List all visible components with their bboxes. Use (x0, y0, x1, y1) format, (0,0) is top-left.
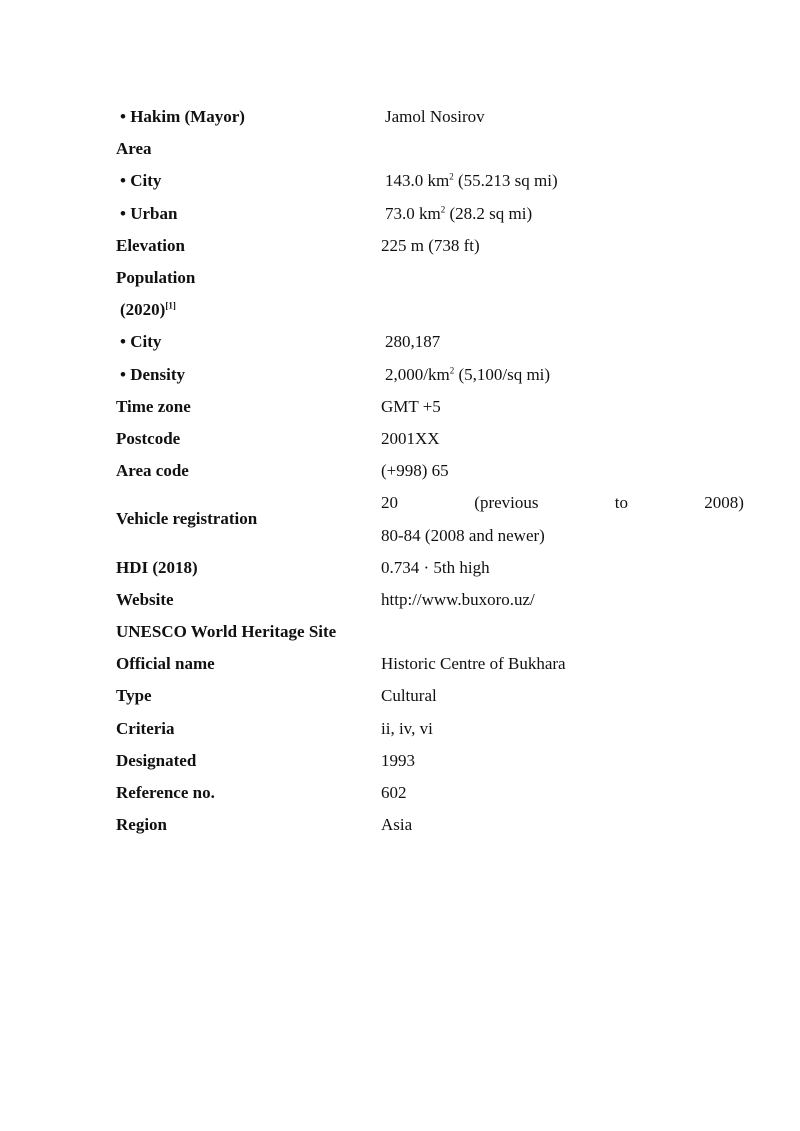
label-reference: Reference no. (116, 783, 215, 803)
label-time-zone: Time zone (116, 396, 191, 416)
vehicle-word: to (614, 493, 629, 513)
area-city-rest: (55.213 sq mi) (453, 171, 558, 191)
label-postcode: Postcode (116, 428, 181, 448)
row-hakim (116, 101, 744, 133)
website-link[interactable]: http://www.buxoro.uz/ (381, 589, 535, 609)
label-area-city: • City (120, 171, 162, 191)
row-unesco (116, 616, 744, 648)
value-area-urban (385, 204, 744, 224)
label-pop-city: • City (120, 332, 162, 352)
row-population-year (116, 294, 744, 326)
label-criteria: Criteria (116, 718, 175, 738)
row-type (116, 680, 744, 712)
area-urban-sup: 2 (440, 204, 446, 214)
row-area-urban (116, 198, 744, 230)
vehicle-word: 20 (381, 493, 398, 513)
label-type: Type (116, 686, 152, 706)
value-postcode: 2001XX (381, 428, 440, 448)
label-website: Website (116, 589, 174, 609)
label-area: Area (116, 139, 152, 159)
value-pop-city: 280,187 (385, 332, 441, 352)
row-postcode (116, 423, 744, 455)
row-criteria (116, 713, 744, 745)
vehicle-line-2: 80-84 (2008 and newer) (381, 525, 545, 545)
row-pop-density (116, 359, 744, 391)
row-region (116, 809, 744, 841)
value-region: Asia (381, 815, 413, 835)
label-hdi: HDI (2018) (116, 557, 198, 577)
value-elevation: 225 m (738 ft) (381, 235, 480, 255)
value-area-code: (+998) 65 (381, 461, 449, 481)
vehicle-word: (previous (474, 493, 539, 513)
value-time-zone: GMT +5 (381, 396, 441, 416)
value-area-city (385, 171, 744, 191)
row-time-zone (116, 391, 744, 423)
population-ref-link[interactable]: [1] (165, 300, 176, 311)
label-designated: Designated (116, 750, 197, 770)
row-pop-city (116, 326, 744, 358)
row-website (116, 584, 744, 616)
area-urban-rest: (28.2 sq mi) (445, 203, 533, 223)
value-reference: 602 (381, 783, 407, 803)
population-year-text: (2020) (120, 300, 166, 320)
value-vehicle-registration (381, 487, 744, 551)
pop-density-rest: (5,100/sq mi) (454, 364, 551, 384)
row-area-city (116, 165, 744, 197)
value-type: Cultural (381, 686, 437, 706)
area-city-num: 143.0 km (385, 171, 450, 191)
row-official-name (116, 648, 744, 680)
label-pop-density: • Density (120, 364, 185, 384)
value-hdi: 0.734 · 5th high (381, 557, 490, 577)
label-unesco: UNESCO World Heritage Site (116, 622, 337, 642)
value-criteria: ii, iv, vi (381, 718, 433, 738)
vehicle-line-1 (381, 487, 744, 519)
label-area-urban: • Urban (120, 203, 178, 223)
row-population (116, 262, 744, 294)
row-vehicle-registration (116, 487, 744, 551)
infobox-table (116, 101, 744, 841)
label-area-code: Area code (116, 461, 189, 481)
value-designated: 1993 (381, 750, 415, 770)
row-elevation (116, 230, 744, 262)
pop-density-sup: 2 (449, 364, 455, 375)
label-region: Region (116, 815, 167, 835)
vehicle-word: 2008) (704, 493, 744, 513)
label-hakim: • Hakim (Mayor) (120, 107, 245, 127)
row-hdi (116, 552, 744, 584)
value-pop-density (385, 365, 744, 385)
value-official-name: Historic Centre of Bukhara (381, 654, 566, 674)
label-vehicle-registration: Vehicle registration (116, 509, 258, 529)
pop-density-num: 2,000/km (385, 364, 450, 384)
label-population: Population (116, 268, 196, 288)
row-area (116, 133, 744, 165)
value-hakim: Jamol Nosirov (385, 107, 485, 127)
row-reference (116, 777, 744, 809)
label-official-name: Official name (116, 654, 215, 674)
row-designated (116, 745, 744, 777)
area-urban-num: 73.0 km (385, 203, 441, 223)
row-area-code (116, 455, 744, 487)
label-population-year (116, 300, 385, 320)
label-elevation: Elevation (116, 235, 185, 255)
area-city-sup: 2 (449, 171, 454, 182)
